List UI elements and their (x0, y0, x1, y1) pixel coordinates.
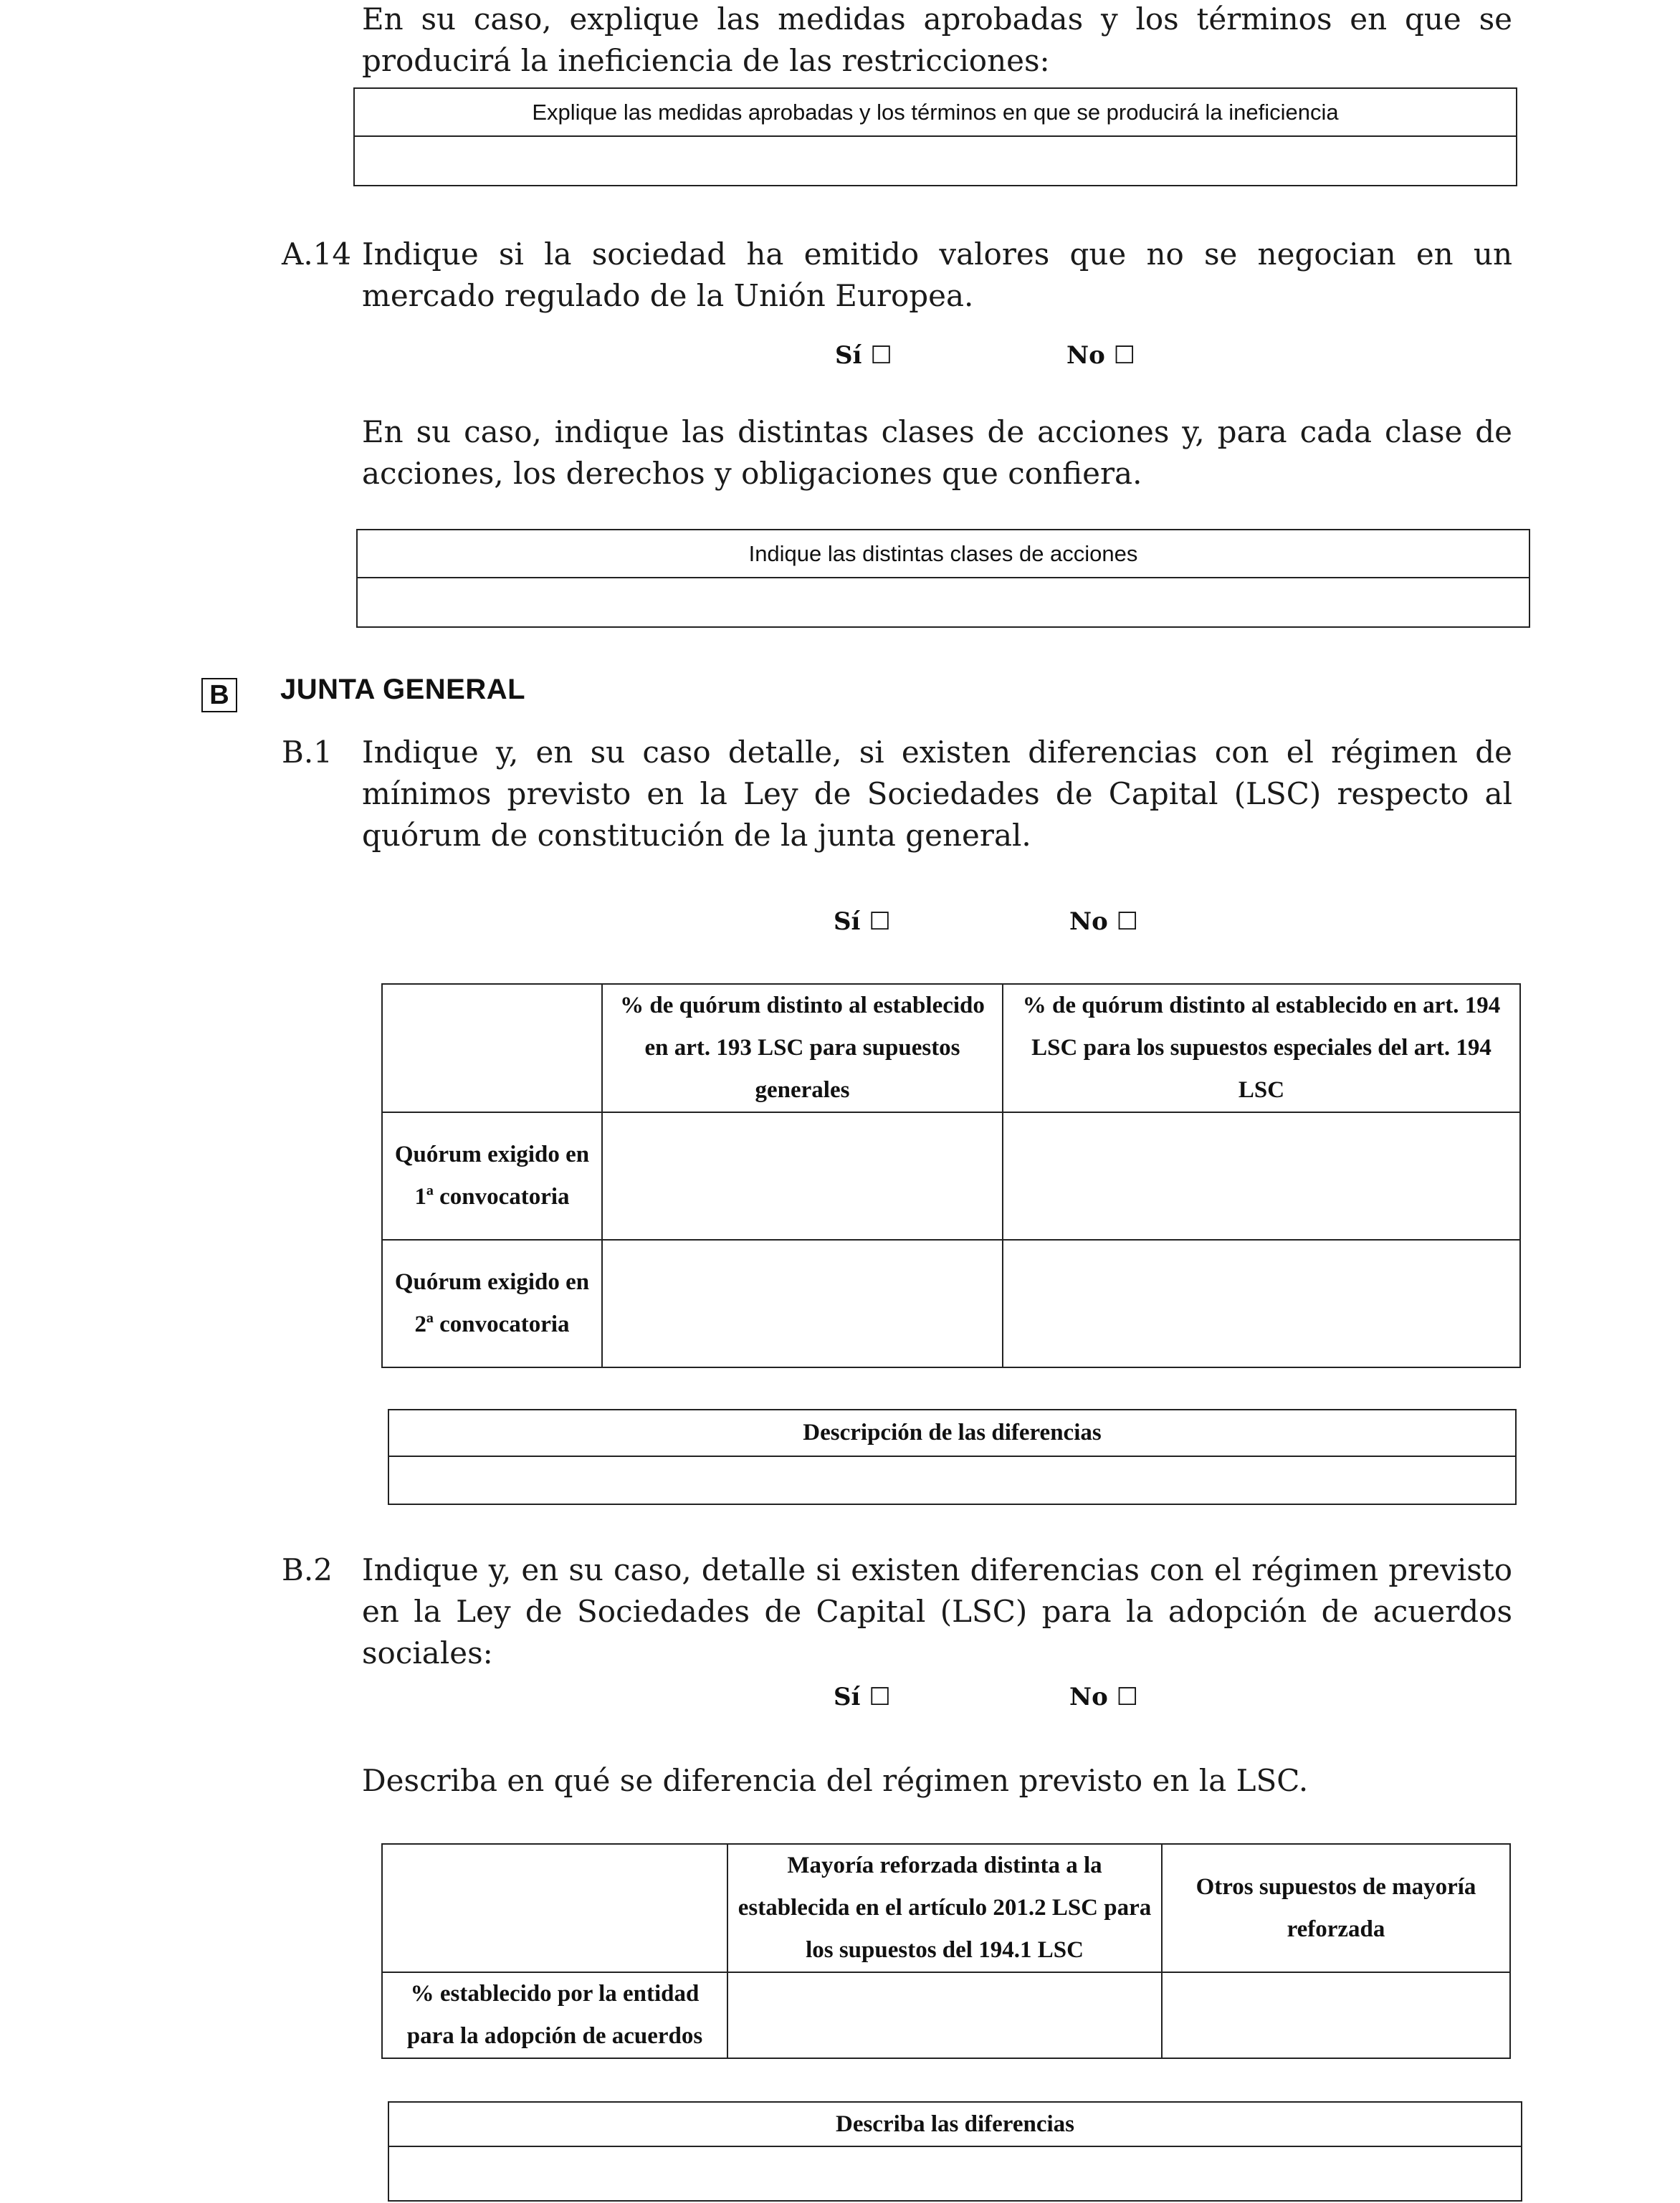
a13-explain-box (353, 87, 1517, 186)
b2-majority-table (381, 1843, 1511, 2059)
b2-table-corner (382, 1844, 727, 1972)
a14-yes-option[interactable] (835, 341, 892, 370)
b2-no-option[interactable] (1069, 1683, 1138, 1711)
b2-number: B.2 (282, 1552, 333, 1587)
checkbox-icon[interactable]: ☐ (1116, 1683, 1139, 1711)
b1-differences-box (388, 1409, 1517, 1505)
b2-followup-text: Describa en qué se diferencia del régimen previsto en la LSC. (362, 1763, 1309, 1798)
checkbox-icon[interactable]: ☐ (1116, 907, 1139, 936)
b2-differences-box (388, 2101, 1522, 2202)
b2-table-col1-header: Mayoría reforzada distinta a la establecida en el artículo 201.2 LSC para los supuestos del 194.1 LSC (727, 1844, 1162, 1972)
checkbox-icon[interactable]: ☐ (870, 341, 892, 370)
b1-quorum-table (381, 983, 1521, 1368)
a14-yes-label: Sí (835, 341, 871, 370)
b1-table-corner (382, 984, 602, 1112)
a14-number: A.14 (282, 236, 352, 272)
b1-no-label: No (1069, 907, 1117, 936)
b2-table-cell[interactable] (727, 1972, 1162, 2058)
b2-yes-label: Sí (834, 1683, 869, 1711)
section-b-letter: B (201, 678, 237, 712)
b2-differences-box-header: Describa las diferencias (389, 2103, 1521, 2147)
b1-table-cell[interactable] (602, 1240, 1003, 1367)
checkbox-icon[interactable]: ☐ (869, 1683, 891, 1711)
a14-followup-text: En su caso, indique las distintas clases de acciones y, para cada clase de acciones, los derechos y obligaciones que confiera. (362, 414, 1512, 491)
b1-differences-field[interactable] (389, 1457, 1515, 1504)
a13-explain-field[interactable] (355, 137, 1516, 185)
b1-yes-option[interactable] (834, 907, 891, 936)
b1-table-col1-header: % de quórum distinto al establecido en art. 193 LSC para supuestos generales (602, 984, 1003, 1112)
b2-yes-option[interactable] (834, 1683, 891, 1711)
b1-table-cell[interactable] (1003, 1240, 1520, 1367)
checkbox-icon[interactable]: ☐ (869, 907, 891, 936)
b2-question: Indique y, en su caso, detalle si existen diferencias con el régimen previsto en la Ley de Sociedades de Capital (LSC) para la adopción de acuerdos sociales: (362, 1552, 1512, 1671)
b1-yes-label: Sí (834, 907, 869, 936)
a14-classes-box (356, 529, 1530, 628)
b2-table-row1-header: % establecido por la entidad para la adopción de acuerdos (382, 1972, 727, 2058)
a14-question: Indique si la sociedad ha emitido valores que no se negocian en un mercado regulado de la Unión Europea. (362, 236, 1512, 313)
a14-no-option[interactable] (1066, 341, 1135, 370)
a14-classes-field[interactable] (358, 578, 1529, 626)
b1-differences-box-header: Descripción de las diferencias (389, 1410, 1515, 1457)
a13-measures-text: En su caso, explique las medidas aprobadas y los términos en que se producirá la ineficiencia de las restricciones: (362, 1, 1512, 78)
section-b-title: JUNTA GENERAL (280, 674, 526, 705)
a14-classes-box-header: Indique las distintas clases de acciones (358, 530, 1529, 578)
a13-explain-box-header: Explique las medidas aprobadas y los términos en que se producirá la ineficiencia (355, 89, 1516, 137)
b1-no-option[interactable] (1069, 907, 1138, 936)
b1-table-row2-header: Quórum exigido en 2ª convocatoria (382, 1240, 602, 1367)
b1-table-col2-header: % de quórum distinto al establecido en art. 194 LSC para los supuestos especiales del art. 194 LSC (1003, 984, 1520, 1112)
b1-question: Indique y, en su caso detalle, si existen diferencias con el régimen de mínimos previsto en la Ley de Sociedades de Capital (LSC) respecto al quórum de constitución de la junta general. (362, 735, 1512, 853)
b2-table-col2-header: Otros supuestos de mayoría reforzada (1162, 1844, 1510, 1972)
b1-table-cell[interactable] (1003, 1112, 1520, 1240)
a14-no-label: No (1066, 341, 1114, 370)
b2-differences-field[interactable] (389, 2147, 1521, 2203)
b1-number: B.1 (282, 735, 333, 770)
b1-table-cell[interactable] (602, 1112, 1003, 1240)
b2-table-cell[interactable] (1162, 1972, 1510, 2058)
b1-table-row1-header: Quórum exigido en 1ª convocatoria (382, 1112, 602, 1240)
checkbox-icon[interactable]: ☐ (1113, 341, 1136, 370)
b2-no-label: No (1069, 1683, 1117, 1711)
